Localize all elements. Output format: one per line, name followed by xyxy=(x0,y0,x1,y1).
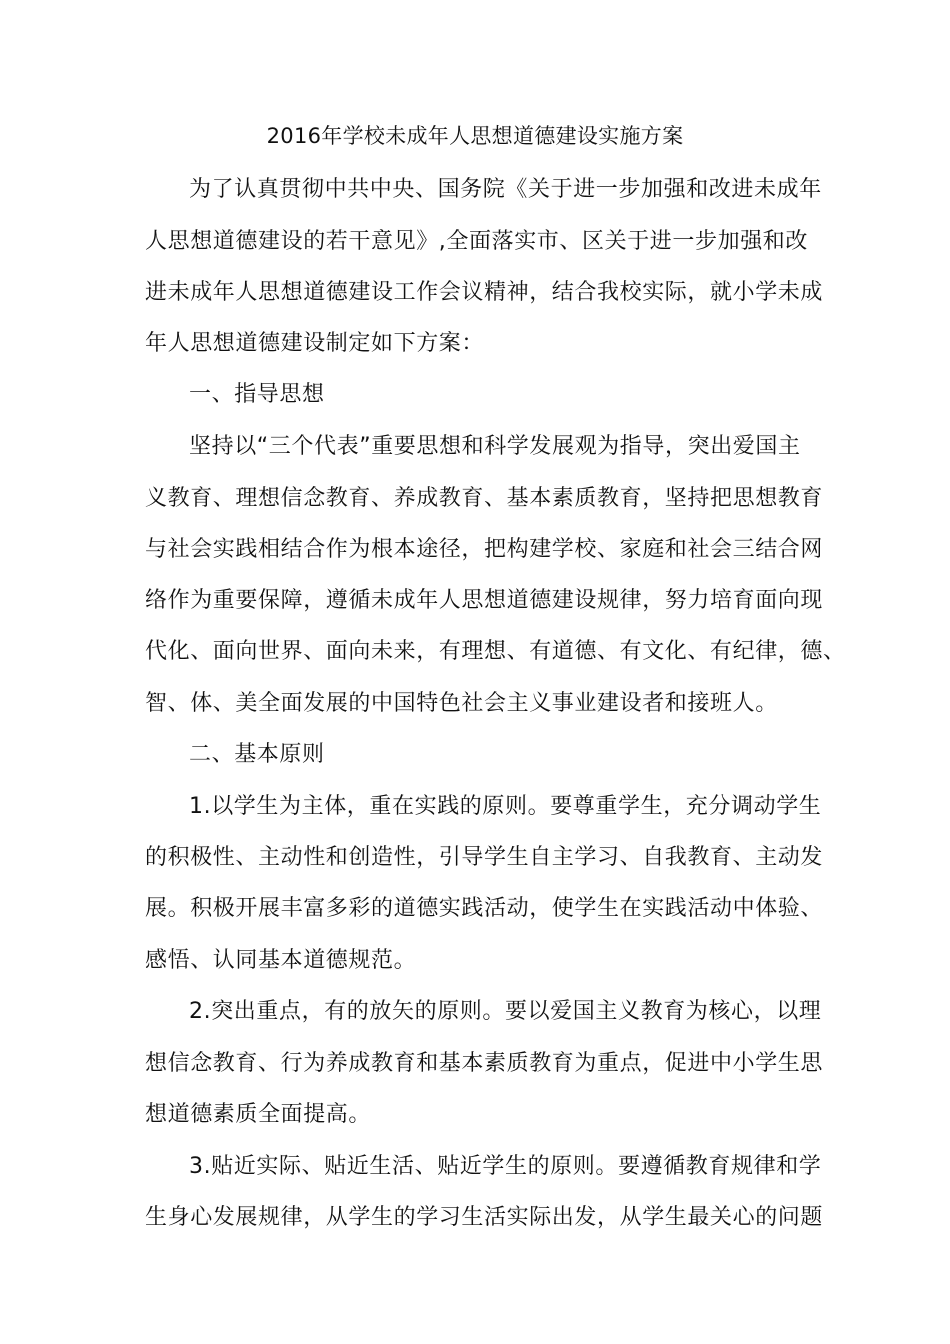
paragraph-line: 感悟、认同基本道德规范。 xyxy=(145,948,417,973)
paragraph-line: 年人思想道德建设制定如下方案： xyxy=(145,331,485,356)
paragraph-line: 智、体、美全面发展的中国特色社会主义事业建设者和接班人。 xyxy=(145,691,778,716)
paragraph-line: 进未成年人思想道德建设工作会议精神，结合我校实际，就小学未成 xyxy=(145,280,824,305)
paragraph-line: 人思想道德建设的若干意见》,全面落实市、区关于进一步加强和改 xyxy=(145,229,808,254)
paragraph-line: 的积极性、主动性和创造性，引导学生自主学习、自我教育、主动发 xyxy=(145,845,824,870)
paragraph-line: 代化、面向世界、面向未来，有理想、有道德、有文化、有纪律，德、 xyxy=(145,639,846,664)
paragraph-line: 络作为重要保障，遵循未成年人思想道德建设规律，努力培育面向现 xyxy=(145,588,824,613)
paragraph-line: 为了认真贯彻中共中央、国务院《关于进一步加强和改进未成年 xyxy=(189,177,822,202)
paragraph-line: 生身心发展规律，从学生的学习生活实际出发，从学生最关心的问题 xyxy=(145,1205,824,1230)
section-heading: 一、指导思想 xyxy=(189,382,325,407)
paragraph-line: 义教育、理想信念教育、养成教育、基本素质教育，坚持把思想教育 xyxy=(145,486,824,511)
paragraph-line: 2.突出重点，有的放矢的原则。要以爱国主义教育为核心，以理 xyxy=(189,999,822,1024)
paragraph-line: 想信念教育、行为养成教育和基本素质教育为重点，促进中小学生思 xyxy=(145,1051,824,1076)
paragraph-line: 1.以学生为主体，重在实践的原则。要尊重学生，充分调动学生 xyxy=(189,794,822,819)
paragraph-line: 3.贴近实际、贴近生活、贴近学生的原则。要遵循教育规律和学 xyxy=(189,1154,822,1179)
paragraph-line: 坚持以“三个代表”重要思想和科学发展观为指导，突出爱国主 xyxy=(189,434,801,459)
paragraph-line: 想道德素质全面提高。 xyxy=(145,1102,372,1127)
paragraph-line: 展。积极开展丰富多彩的道德实践活动，使学生在实践活动中体验、 xyxy=(145,896,824,921)
section-heading: 二、基本原则 xyxy=(189,742,325,767)
paragraph-line: 与社会实践相结合作为根本途径，把构建学校、家庭和社会三结合网 xyxy=(145,537,824,562)
document-title: 2016年学校未成年人思想道德建设实施方案 xyxy=(266,124,684,148)
